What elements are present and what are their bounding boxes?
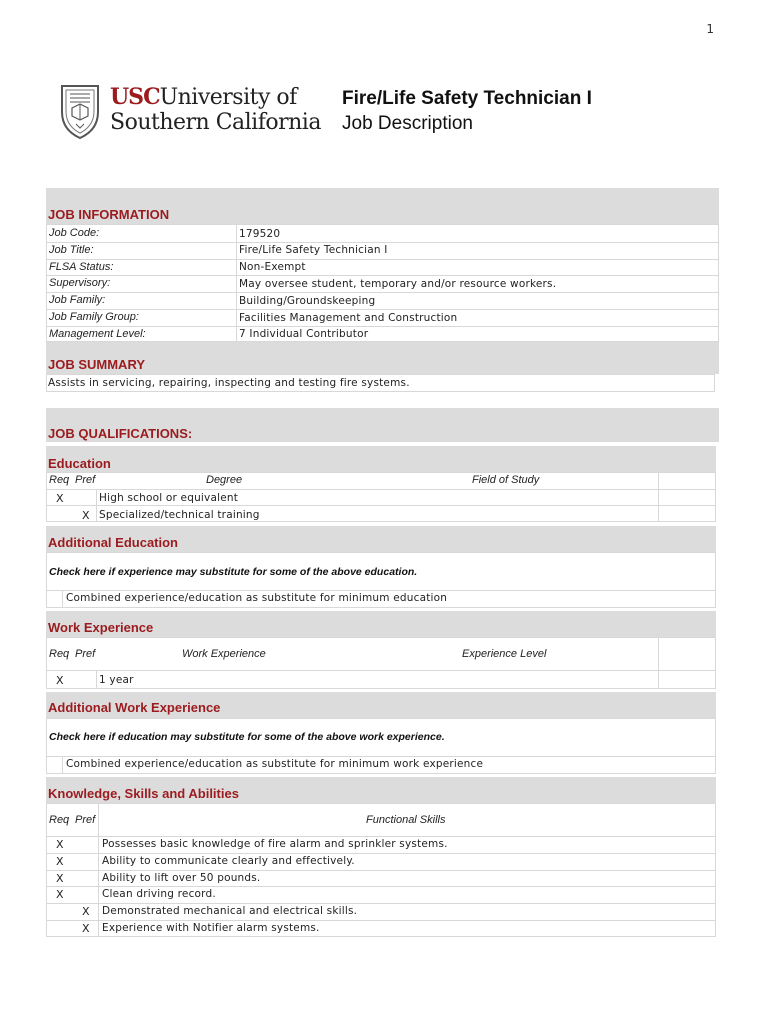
- job-info-row-rule: [46, 309, 719, 310]
- ksa-skill: Ability to communicate clearly and effectively.: [102, 854, 355, 867]
- logo-usc: USC: [110, 84, 160, 110]
- ksa-row-rule: [46, 870, 716, 871]
- ksa-req-mark: X: [56, 871, 64, 885]
- job-summary-text: Assists in servicing, repairing, inspecting and testing fire systems.: [48, 377, 410, 389]
- ksa-row-rule: [46, 920, 716, 921]
- work-divider: [658, 637, 659, 689]
- ksa-req-mark: X: [56, 838, 64, 851]
- logo-line-1: [110, 84, 297, 110]
- ksa-skill: Ability to lift over 50 pounds.: [102, 871, 261, 884]
- usc-seal-icon: [58, 82, 102, 140]
- education-pref-mark: X: [82, 508, 90, 522]
- additional-work-checkbox[interactable]: [62, 756, 63, 774]
- education-col-degree: Degree: [206, 474, 243, 486]
- ksa-skill: Experience with Notifier alarm systems.: [102, 922, 320, 934]
- job-info-row-rule: [46, 259, 719, 260]
- job-info-label: Management Level:: [49, 327, 146, 340]
- job-info-label: Job Family Group:: [49, 311, 139, 323]
- work-col-level: Experience Level: [462, 648, 547, 660]
- job-info-row-rule: [46, 242, 719, 243]
- education-col-req: Req: [49, 474, 70, 486]
- job-info-label: Job Family:: [49, 294, 106, 307]
- ksa-col-req: Req: [49, 814, 70, 826]
- job-info-row-rule: [46, 292, 719, 293]
- job-summary-bar: [46, 342, 719, 374]
- additional-work-check-text: Check here if education may substitute for some of the above work experience.: [49, 731, 445, 743]
- education-col-pref: Pref: [75, 474, 96, 486]
- usc-logo: [58, 82, 328, 142]
- job-info-value: 179520: [239, 227, 281, 240]
- ksa-row-rule: [46, 853, 716, 854]
- job-info-value: Building/Groundskeeping: [239, 294, 376, 307]
- job-information-heading: JOB INFORMATION: [48, 207, 170, 222]
- ksa-row-rule: [46, 836, 716, 837]
- ksa-col-pref: Pref: [75, 814, 96, 826]
- logo-line-2: Southern California: [110, 110, 321, 135]
- job-info-row-rule: [46, 326, 719, 327]
- page-number: 1: [706, 22, 714, 36]
- ksa-col-skills: Functional Skills: [366, 814, 446, 826]
- work-level: 1 year: [99, 674, 134, 686]
- additional-work-rule: [46, 756, 716, 757]
- job-summary-heading: JOB SUMMARY: [48, 357, 146, 372]
- job-info-value: Fire/Life Safety Technician I: [239, 244, 388, 257]
- work-divider: [96, 670, 97, 689]
- work-col-req: Req: [49, 648, 70, 660]
- ksa-pref-mark: X: [82, 922, 90, 935]
- ksa-req-mark: X: [56, 888, 64, 902]
- work-row-rule: [46, 670, 716, 671]
- job-qualifications-heading: JOB QUALIFICATIONS:: [48, 426, 193, 441]
- work-experience-table: [46, 637, 716, 689]
- education-bar: [46, 446, 716, 472]
- job-info-value: 7 Individual Contributor: [239, 328, 369, 341]
- additional-education-check-text: Check here if experience may substitute for some of the above education.: [49, 566, 418, 578]
- ksa-row-rule: [46, 903, 716, 904]
- work-col-experience: Work Experience: [182, 648, 266, 660]
- job-info-value: Non-Exempt: [239, 261, 306, 274]
- document-subtitle: Job Description: [342, 113, 473, 134]
- job-info-value: May oversee student, temporary and/or resource workers.: [239, 277, 557, 290]
- job-info-label: Job Code:: [49, 227, 100, 239]
- job-info-label: FLSA Status:: [49, 260, 114, 273]
- ksa-skill: Demonstrated mechanical and electrical skills.: [102, 905, 358, 918]
- logo-university: University of: [159, 85, 297, 110]
- education-divider: [96, 489, 97, 522]
- job-info-label: Job Title:: [49, 243, 94, 256]
- education-row-rule: [46, 505, 716, 506]
- additional-education-heading: Additional Education: [48, 535, 178, 550]
- ksa-skill: Possesses basic knowledge of fire alarm and sprinkler systems.: [102, 838, 448, 850]
- ksa-pref-mark: X: [82, 905, 90, 919]
- additional-work-option: Combined experience/education as substitute for minimum work experience: [66, 758, 484, 770]
- work-experience-heading: Work Experience: [48, 620, 154, 635]
- job-info-label: Supervisory:: [49, 277, 111, 290]
- work-col-pref: Pref: [75, 648, 96, 660]
- ksa-skill: Clean driving record.: [102, 888, 216, 901]
- work-req-mark: X: [56, 674, 64, 687]
- document-title: Fire/Life Safety Technician I: [342, 88, 592, 109]
- job-info-value: Facilities Management and Construction: [239, 311, 458, 324]
- ksa-row-rule: [46, 886, 716, 887]
- education-degree: Specialized/technical training: [99, 508, 260, 521]
- ksa-heading: Knowledge, Skills and Abilities: [48, 786, 239, 801]
- additional-education-rule: [46, 590, 716, 591]
- education-heading: Education: [48, 456, 111, 471]
- education-req-mark: X: [56, 492, 64, 505]
- ksa-req-mark: X: [56, 854, 64, 868]
- additional-education-option: Combined experience/education as substitute for minimum education: [66, 592, 448, 604]
- education-col-field: Field of Study: [472, 474, 540, 486]
- education-divider: [658, 472, 659, 522]
- job-info-row-rule: [46, 275, 719, 276]
- education-degree: High school or equivalent: [99, 492, 239, 504]
- additional-work-heading: Additional Work Experience: [48, 700, 221, 715]
- additional-education-checkbox[interactable]: [62, 590, 63, 608]
- education-row-rule: [46, 489, 716, 490]
